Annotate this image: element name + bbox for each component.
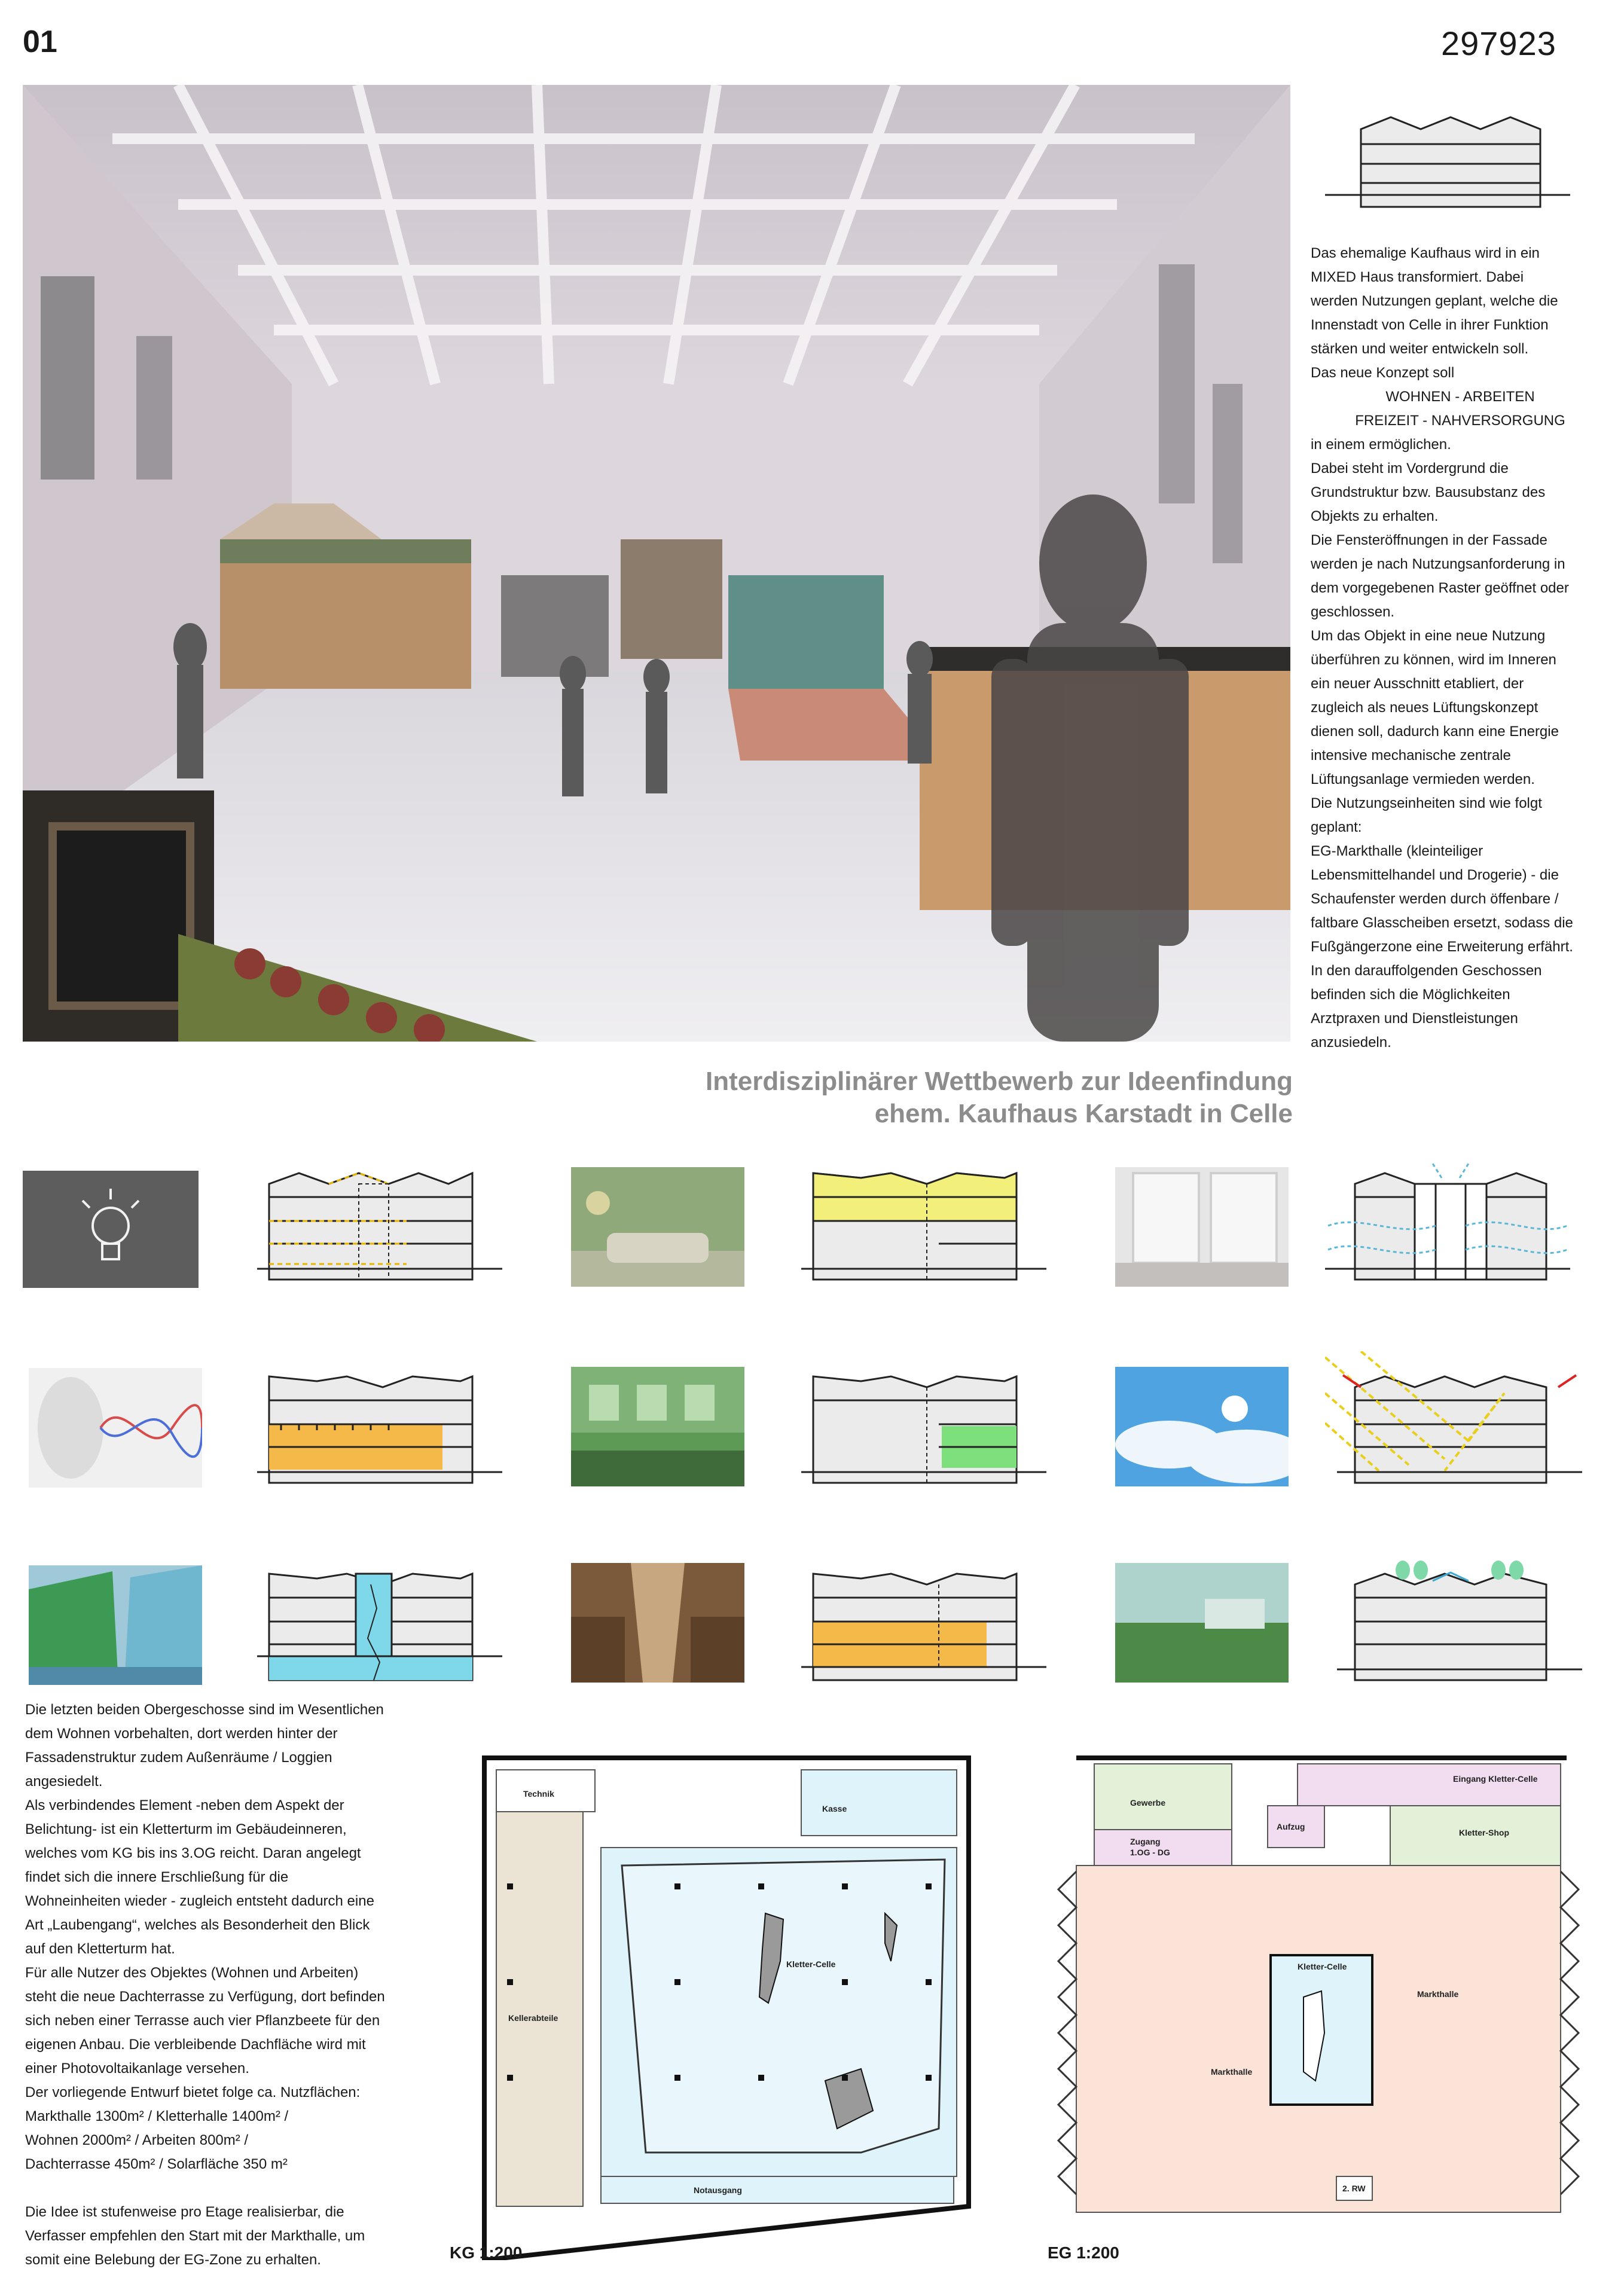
intro-line: MIXED Haus transformiert. Dabei: [1311, 269, 1524, 285]
desc-line: Der vorliegende Entwurf bietet folge ca. Nutzflächen:: [25, 2084, 361, 2100]
desc-line: Markthalle 1300m² / Kletterhalle 1400m² /: [25, 2108, 289, 2124]
desc-line: Wohnen 2000m² / Arbeiten 800m² /: [25, 2132, 249, 2148]
intro-line: stärken und weiter entwickeln soll.: [1311, 341, 1529, 357]
intro-line: überführen zu können, wird im Inneren: [1311, 652, 1556, 668]
intro-line: intensive mechanische zentrale: [1311, 747, 1511, 764]
room-markthalle-2: Markthalle: [1211, 2067, 1253, 2077]
desc-line: Art „Laubengang“, welches als Besonderheit den Blick: [25, 1917, 370, 1933]
room-kasse: Kasse: [822, 1804, 847, 1813]
intro-line: Innenstadt von Celle in ihrer Funktion: [1311, 317, 1549, 333]
room-rw: 2. RW: [1342, 2184, 1366, 2193]
intro-line: dienen soll, dadurch kann eine Energie: [1311, 723, 1559, 740]
section-diagram-work: [801, 1363, 1046, 1501]
intro-line: Die Nutzungseinheiten sind wie folgt: [1311, 795, 1542, 811]
intro-line: werden Nutzungen geplant, welche die: [1311, 293, 1558, 309]
intro-line: anzusiedeln.: [1311, 1034, 1391, 1051]
room-kletter-shop: Kletter-Shop: [1459, 1828, 1509, 1837]
intro-line: dem vorgegebenen Raster geöffnet oder: [1311, 580, 1569, 596]
photo-ear-sound: [29, 1368, 202, 1488]
section-diagram-overview: [1319, 105, 1576, 219]
section-diagram-living: [801, 1160, 1046, 1297]
intro-line: Lebensmittelhandel und Drogerie) - die: [1311, 867, 1559, 883]
photo-roof-garden: [1115, 1563, 1289, 1683]
photo-open-office: [571, 1367, 744, 1486]
desc-line: dem Wohnen vorbehalten, dort werden hinter der: [25, 1726, 338, 1742]
section-diagram-light-shaft: [257, 1160, 502, 1297]
desc-line: auf den Kletterturm hat.: [25, 1941, 175, 1957]
intro-line: Die Fensteröffnungen in der Fassade: [1311, 532, 1547, 548]
sheet-number: 01: [23, 25, 57, 59]
entry-id: 297923: [1441, 25, 1556, 62]
photo-market-hall: [571, 1563, 744, 1683]
room-kletter-celle: Kletter-Celle: [786, 1959, 836, 1969]
desc-line: somit eine Belebung der EG-Zone zu erhalten.: [25, 2252, 321, 2268]
intro-line: Fußgängerzone eine Erweiterung erfährt.: [1311, 939, 1573, 955]
room-eingang-kletter-celle: Eingang Kletter-Celle: [1453, 1774, 1538, 1784]
desc-line: sich neben einer Terrasse auch vier Pflanzbeete für den: [25, 2013, 380, 2029]
intro-line: Grundstruktur bzw. Bausubstanz des: [1311, 484, 1546, 500]
photo-window-curtain: [1115, 1167, 1289, 1287]
desc-line: Für alle Nutzer des Objektes (Wohnen und Arbeiten): [25, 1965, 359, 1981]
desc-line: eigenen Anbau. Die verbleibende Dachfläche wird mit: [25, 2037, 366, 2053]
desc-line: Wohneinheiten wieder - zugleich entsteht dadurch eine: [25, 1893, 374, 1909]
intro-line: Dabei steht im Vordergrund die: [1311, 460, 1509, 477]
intro-line: Das ehemalige Kaufhaus wird in ein: [1311, 245, 1540, 261]
intro-line: befinden sich die Möglichkeiten: [1311, 987, 1510, 1003]
floor-plan-kg: [442, 1746, 993, 2260]
desc-line: Die letzten beiden Obergeschosse sind im Wesentlichen: [25, 1702, 384, 1718]
competition-title-line: Interdisziplinärer Wettbewerb zur Ideenfindung: [706, 1067, 1293, 1096]
competition-title-line: ehem. Kaufhaus Karstadt in Celle: [874, 1099, 1293, 1128]
desc-line: angesiedelt.: [25, 1773, 103, 1790]
desc-line: Verfasser empfehlen den Start mit der Markthalle, um: [25, 2228, 365, 2244]
intro-line: In den darauffolgenden Geschossen: [1311, 963, 1542, 979]
intro-line: Objekts zu erhalten.: [1311, 508, 1439, 524]
intro-line: zugleich als neues Lüftungskonzept: [1311, 700, 1538, 716]
intro-line: faltbare Glasscheiben ersetzt, sodass die: [1311, 915, 1573, 931]
section-diagram-climbing: [257, 1561, 502, 1698]
desc-line: findet sich die innere Erschließung für die: [25, 1869, 289, 1885]
section-diagram-sunlight: [1325, 1351, 1582, 1501]
desc-line: Dachterrasse 450m² / Solarfläche 350 m²: [25, 2156, 288, 2172]
section-diagram-roof-terrace: [1325, 1555, 1582, 1698]
room-notausgang: Notausgang: [694, 2185, 742, 2195]
room-gewerbe: Gewerbe: [1130, 1798, 1166, 1808]
intro-line: in einem ermöglichen.: [1311, 436, 1451, 453]
room-technik: Technik: [523, 1789, 554, 1799]
room-kellerabteile: Kellerabteile: [508, 2013, 558, 2023]
desc-line: steht die neue Dachterrasse zu Verfügung, dort befinden: [25, 1989, 385, 2005]
intro-line: Schaufenster werden durch öffenbare /: [1311, 891, 1559, 907]
intro-line: Arztpraxen und Dienstleistungen: [1311, 1010, 1518, 1027]
desc-line: Belichtung- ist ein Kletterturm im Gebäudeinneren,: [25, 1821, 347, 1837]
room-aufzug: Aufzug: [1277, 1822, 1305, 1831]
intro-line: werden je nach Nutzungsanforderung in: [1311, 556, 1565, 572]
room-kletter-celle: Kletter-Celle: [1298, 1962, 1347, 1971]
desc-line: Fassadenstruktur zudem Außenräume / Loggien: [25, 1750, 332, 1766]
intro-line: Lüftungsanlage vermieden werden.: [1311, 771, 1535, 787]
desc-line: welches vom KG bis ins 3.OG reicht. Daran angelegt: [25, 1845, 361, 1861]
intro-line: Um das Objekt in eine neue Nutzung: [1311, 628, 1546, 644]
intro-line: geschlossen.: [1311, 604, 1395, 620]
room-markthalle-1: Markthalle: [1417, 1989, 1459, 1999]
section-diagram-market: [801, 1561, 1046, 1698]
section-diagram-office: [257, 1363, 502, 1501]
intro-line: FREIZEIT - NAHVERSORGUNG: [1355, 413, 1565, 429]
room-zugang: Zugang: [1130, 1837, 1161, 1846]
intro-line: geplant:: [1311, 819, 1362, 835]
desc-line: einer Photovoltaikanlage versehen.: [25, 2060, 249, 2077]
description-text: [25, 1698, 438, 2272]
desc-line: [25, 2180, 29, 2196]
kg-plan-label: KG 1:200: [450, 2243, 523, 2262]
desc-line: Die Idee ist stufenweise pro Etage realisierbar, die: [25, 2204, 344, 2220]
room-zugang-sub: 1.OG - DG: [1130, 1848, 1170, 1857]
intro-line: Das neue Konzept soll: [1311, 365, 1455, 381]
floor-plan-eg: [1040, 1746, 1596, 2260]
competition-title: [598, 1065, 1293, 1130]
intro-text: [1311, 242, 1610, 1055]
desc-line: Als verbindendes Element -neben dem Aspekt der: [25, 1797, 344, 1813]
section-diagram-ventilation: [1325, 1160, 1570, 1297]
intro-line: ein neuer Ausschnitt etabliert, der: [1311, 676, 1524, 692]
photo-sky-sun: [1115, 1367, 1289, 1486]
hero-rendering: [23, 85, 1290, 1042]
eg-plan-label: EG 1:200: [1048, 2243, 1119, 2262]
intro-line: WOHNEN - ARBEITEN: [1385, 389, 1535, 405]
intro-line: EG-Markthalle (kleinteiliger: [1311, 843, 1483, 859]
photo-idea-lightbulb: [23, 1171, 199, 1288]
photo-living-room: [571, 1167, 744, 1287]
photo-climbing-hall: [29, 1565, 202, 1685]
